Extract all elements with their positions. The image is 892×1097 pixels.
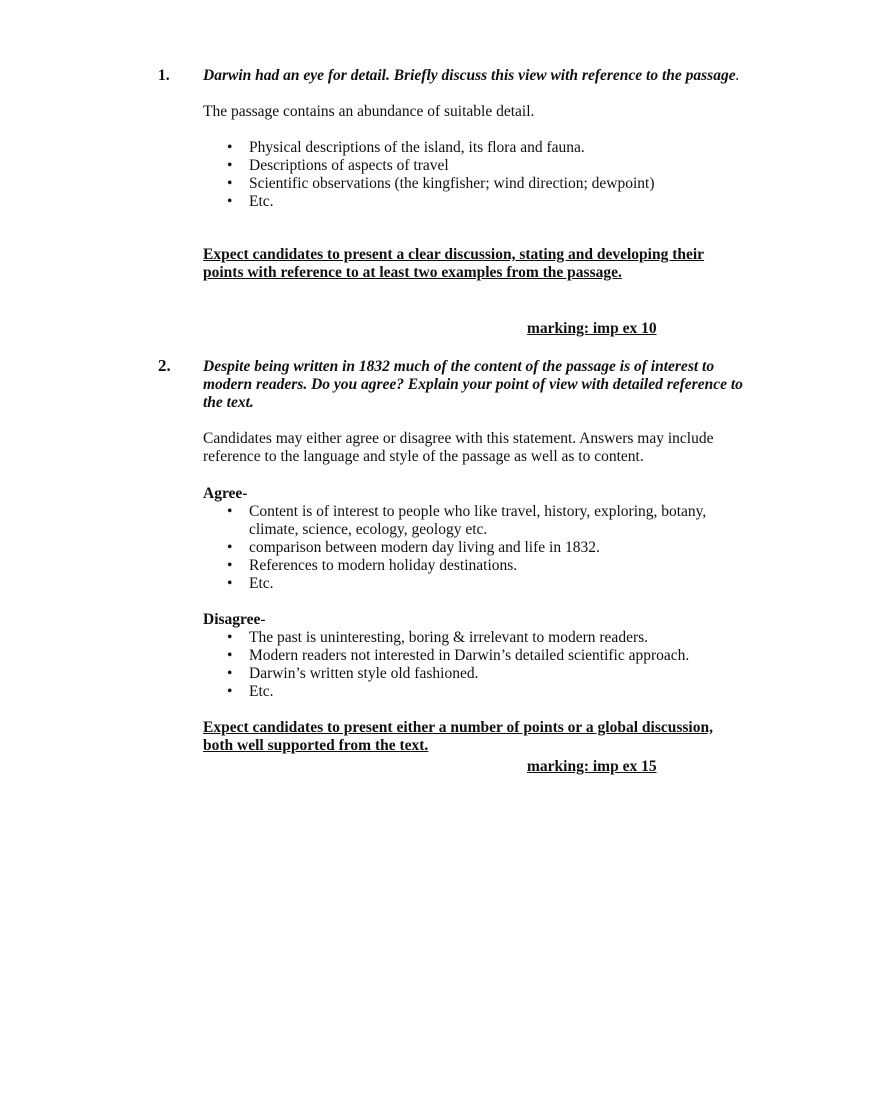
bullet-item: • References to modern holiday destinations. <box>249 557 743 575</box>
question-1-prompt-tail: . <box>735 67 740 84</box>
bullet-item: • Physical descriptions of the island, its flora and fauna. <box>249 139 743 157</box>
bullet-item: • Etc. <box>249 193 743 211</box>
bullet-item: • Etc. <box>249 683 743 701</box>
question-1-prompt <box>203 67 743 85</box>
disagree-heading-dash: - <box>260 611 266 628</box>
question-1-marking: marking: imp ex 10 <box>527 320 657 337</box>
question-2-expectation: Expect candidates to present either a number of points or a global discussion, both well supported from the text. <box>203 719 713 754</box>
disagree-heading-text: Disagree <box>203 611 261 628</box>
bullet-item: • Etc. <box>249 575 743 593</box>
bullet-item: • The past is uninteresting, boring & irrelevant to modern readers. <box>249 629 743 647</box>
question-1-expectation: Expect candidates to present a clear discussion, stating and developing their points with reference to at least two examples from the passage. <box>203 246 705 281</box>
question-2-prompt: Despite being written in 1832 much of the content of the passage is of interest to modern readers. Do you agree? Explain your point of view with detailed reference to the text. <box>203 358 743 411</box>
question-1-prompt-text: Darwin had an eye for detail. Briefly discuss this view with reference to the passage <box>203 67 736 84</box>
bullet-item: • Content is of interest to people who like travel, history, exploring, botany, climate, science, ecology, geology etc. <box>249 503 743 539</box>
bullet-item: • Scientific observations (the kingfisher; wind direction; dewpoint) <box>249 175 743 193</box>
question-1-body <box>203 67 743 282</box>
question-2-body <box>203 358 743 755</box>
question-1-intro: The passage contains an abundance of suitable detail. <box>203 103 535 120</box>
question-2-intro: Candidates may either agree or disagree with this statement. Answers may include reference to the language and style of the passage as well as to content. <box>203 430 714 465</box>
disagree-bullet-list <box>203 629 743 701</box>
bullet-item: • comparison between modern day living and life in 1832. <box>249 539 743 557</box>
question-2-marking: marking: imp ex 15 <box>527 758 657 775</box>
agree-bullet-list <box>203 503 743 593</box>
question-2-number: 2. <box>158 356 171 375</box>
bullet-item: • Modern readers not interested in Darwin’s detailed scientific approach. <box>249 647 743 665</box>
question-1-bullet-list <box>203 139 743 211</box>
agree-heading: Agree- <box>203 485 248 502</box>
bullet-item: • Darwin’s written style old fashioned. <box>249 665 743 683</box>
disagree-heading <box>203 611 743 629</box>
question-1-number: 1. <box>158 67 170 84</box>
bullet-item: • Descriptions of aspects of travel <box>249 157 743 175</box>
